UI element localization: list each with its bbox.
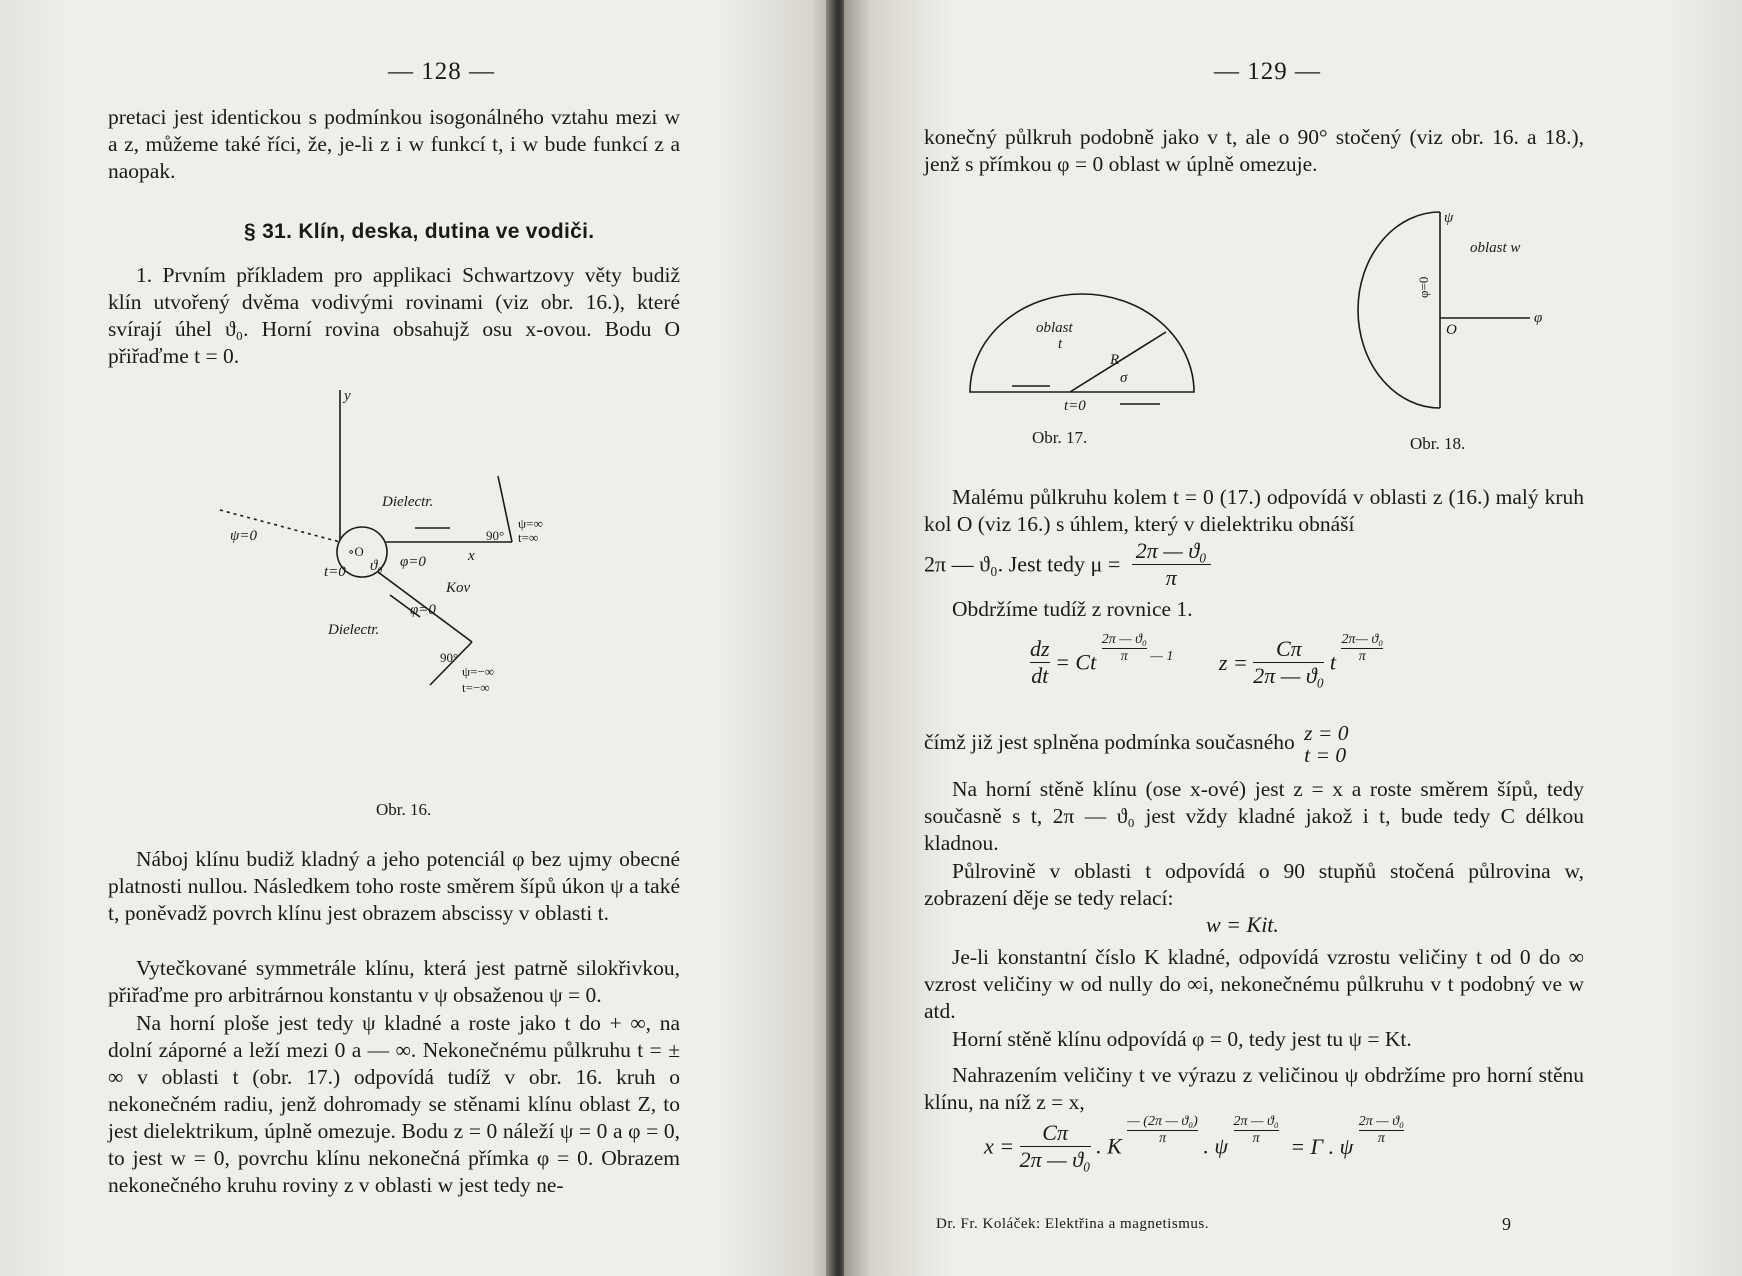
equation-1-exponent-2-den: π	[1358, 649, 1366, 664]
half-circle	[970, 294, 1194, 392]
half-circle-w	[1358, 212, 1440, 408]
figure-17	[960, 292, 1220, 412]
equation-w: w = Kit.	[1206, 912, 1279, 937]
label-R: R	[1110, 352, 1120, 368]
label-90-bottom: 90°	[440, 650, 459, 665]
label-phi0: φ=0	[1416, 276, 1431, 298]
condition-t: t = 0	[1304, 743, 1347, 767]
figure-17-caption: Obr. 17.	[1032, 428, 1088, 447]
label-theta0: ϑ₀	[370, 558, 383, 574]
label-phi0-diagonal: φ=0	[410, 602, 436, 618]
label-o: ∘O	[348, 544, 364, 559]
label-t-inf: t=∞	[518, 530, 539, 545]
paragraph-5	[924, 858, 1584, 912]
equation-1-exponent-2	[1341, 632, 1383, 665]
equation-2-num: Cπ	[1020, 1120, 1091, 1147]
equation-2-psi-exponent	[1234, 1114, 1279, 1147]
equation-2-fraction	[1020, 1120, 1091, 1173]
label-psi-minus-inf: ψ=−∞	[462, 664, 495, 679]
equation-1-fraction-num: Cπ	[1253, 636, 1324, 663]
condition-z: z = 0	[1304, 721, 1349, 745]
paragraph-6	[924, 944, 1584, 1025]
label-phi: φ	[1534, 310, 1543, 326]
equation-1-exponent-den: π	[1120, 649, 1128, 664]
condition-block	[1304, 722, 1348, 766]
paragraph-2-text: Náboj klínu budiž kladný a jeho potenciál φ bez ujmy obecné platnosti nullou. Následkem toho roste směrem šípů úkon ψ a také t, poněvadž povrch klínu jest obrazem abscissy v oblasti t.	[108, 847, 680, 925]
paragraph-5-text: Půlrovině v oblasti t odpovídá o 90 stupňů stočená půlrovina w, zobrazení děje se tedy relací:	[924, 859, 1584, 910]
figure-16-diagram	[230, 380, 600, 740]
label-t0: t=0	[1064, 398, 1086, 414]
figure-17-diagram	[960, 292, 1220, 412]
paragraph-intro-text: pretaci jest identickou s podmínkou isogonálného vztahu mezi w a z, můžeme také říci, že, je-li z i w funkcí t, i w bude funkcí z a naopak.	[108, 105, 680, 183]
equation-mu-fraction	[1132, 538, 1211, 591]
paragraph-top-text: konečný půlkruh podobně jako v t, ale o 90° stočený (viz obr. 16. a 18.), jenž s přímkou φ = 0 oblast w úplně omezuje.	[924, 125, 1584, 176]
equation-1-t: t	[1329, 649, 1336, 675]
label-90-top: 90°	[486, 528, 505, 543]
figure-18-caption: Obr. 18.	[1410, 434, 1466, 453]
equation-1-exponent-fraction	[1102, 632, 1147, 665]
equation-2-gamma-exponent	[1359, 1114, 1404, 1147]
equation-1-dzdt	[1030, 636, 1050, 689]
page-number-129: — 129 —	[1214, 58, 1321, 85]
equation-2-psi-exp-num: 2π — ϑ₀	[1233, 1114, 1279, 1129]
label-kov: Kov	[446, 580, 471, 596]
figure-16-caption: Obr. 16.	[376, 800, 432, 819]
paragraph-1-text: 1. Prvním příkladem pro applikaci Schwartzovy věty budiž klín utvořený dvěma vodivými rovinami (viz obr. 16.), které svírají úhel ϑ₀. Horní rovina obsahujž osu x-ovou. Bodu O přiřaďme t = 0.	[108, 263, 680, 368]
equation-2-K-exponent	[1127, 1114, 1197, 1147]
paragraph-4	[108, 1010, 680, 1199]
paragraph-4	[924, 776, 1584, 857]
paragraph-8	[924, 1062, 1584, 1116]
equation-1-ct: = Ct	[1055, 649, 1097, 675]
label-O: O	[1446, 322, 1457, 338]
label-psi-inf: ψ=∞	[518, 516, 543, 531]
equation-1-dz: dz	[1030, 636, 1050, 661]
equation-mu-numerator: 2π — ϑ₀	[1132, 538, 1211, 565]
paragraph-3	[108, 955, 680, 1009]
equation-1-fraction-den: 2π — ϑ₀	[1253, 663, 1325, 688]
equation-1-exponent-tail: — 1	[1150, 649, 1174, 664]
label-phi0-horizontal: φ=0	[400, 554, 426, 570]
figure-16	[230, 380, 600, 740]
equation-mu-denominator: π	[1165, 565, 1177, 590]
equation-2-gamma-exp-num: 2π — ϑ₀	[1358, 1114, 1404, 1129]
paragraph-7	[924, 1026, 1584, 1053]
label-oblast-w: oblast w	[1470, 240, 1521, 256]
equation-2	[984, 1114, 1404, 1190]
equation-2-K-exp-den: π	[1159, 1131, 1167, 1146]
equation-2-psi: . ψ	[1203, 1133, 1228, 1159]
equation-1-exponent-num: 2π — ϑ₀	[1101, 632, 1147, 647]
page-number-128: — 128 —	[388, 58, 495, 85]
label-t0: t=0	[324, 564, 346, 580]
paragraph-top	[924, 124, 1584, 178]
section-heading: § 31. Klín, deska, dutina ve vodiči.	[244, 220, 595, 243]
paragraph-1	[924, 484, 1584, 538]
right-page	[844, 0, 1742, 1276]
equation-1-exponent-2-num: 2π— ϑ₀	[1341, 632, 1384, 647]
equation-2-gamma: = Γ . ψ	[1290, 1133, 1354, 1159]
label-t: t	[1058, 336, 1063, 352]
equation-2-K: . K	[1096, 1133, 1122, 1159]
equation-1-dt: dt	[1031, 663, 1049, 688]
equation-1-z: z =	[1218, 649, 1248, 675]
equation-1	[1030, 632, 1384, 716]
label-dielectr-top: Dielectr.	[382, 494, 434, 510]
footer-signature-mark: 9	[1502, 1214, 1512, 1234]
paragraph-1	[108, 262, 680, 370]
equation-1-exponent	[1102, 632, 1174, 665]
paragraph-6-text: Je-li konstantní číslo K kladné, odpovídá vzrostu veličiny t od 0 do ∞ vzrost veličiny w od nully do ∞i, nekonečnému půlkruhu v t podobný ve w atd.	[924, 945, 1584, 1023]
equation-mu	[924, 538, 1211, 588]
left-page	[0, 0, 836, 1276]
paragraph-4-text: Na horní ploše jest tedy ψ kladné a roste jako t do + ∞, na dolní záporné a leží mezi 0 a — ∞. Nekonečnému půlkruhu t = ± ∞ v oblasti t (obr. 17.) odpovídá tudíž v obr. 16. kruh o nekonečném radiu, jenž dohromady se stěnami klínu oblast Z, to jest dielektrikum, úplně omezuje. Bodu z = 0 náleží ψ = 0 a φ = 0, to jest w = 0, povrchu klínu nekonečná přímka φ = 0. Obrazem nekonečného kruhu roviny z v oblasti w jest tedy ne-	[108, 1011, 680, 1197]
label-sigma: σ	[1120, 370, 1128, 386]
label-t-minus-inf: t=−∞	[462, 680, 490, 695]
paragraph-7-text: Horní stěně klínu odpovídá φ = 0, tedy jest tu ψ = Kt.	[952, 1027, 1412, 1051]
paragraph-2-text: Obdržíme tudíž z rovnice 1.	[952, 597, 1193, 621]
label-dielectr-bottom: Dielectr.	[328, 622, 380, 638]
footer-author-title: Dr. Fr. Koláček: Elektřina a magnetismus.	[936, 1216, 1209, 1232]
paragraph-4-text: Na horní stěně klínu (ose x-ové) jest z = x a roste směrem šípů, tedy současně s t, 2π — ϑ₀ jest vždy kladné jakož i t, bude tedy C délkou kladnou.	[924, 777, 1584, 855]
figure-18	[1344, 208, 1584, 428]
label-x: x	[468, 548, 475, 564]
paragraph-intro	[108, 104, 680, 185]
label-psi0: ψ=0	[230, 528, 257, 544]
paragraph-1-text: Malému půlkruhu kolem t = 0 (17.) odpovídá v oblasti z (16.) malý kruh kol O (viz 16.) s úhlem, který v dielektriku obnáší	[924, 485, 1584, 536]
paragraph-3	[924, 722, 1584, 766]
equation-2-K-exp-num: — (2π — ϑ₀)	[1127, 1114, 1198, 1129]
paragraph-2	[108, 846, 680, 927]
equation-2-x: x =	[984, 1133, 1015, 1159]
paragraph-3-text: čímž již jest splněna podmínka současného	[924, 729, 1295, 754]
equation-2-gamma-exp-den: π	[1377, 1131, 1385, 1146]
equation-2-psi-exp-den: π	[1252, 1131, 1260, 1146]
paragraph-8-text: Nahrazením veličiny t ve výrazu z veličinou ψ obdržíme pro horní stěnu klínu, na níž z = x,	[924, 1063, 1584, 1114]
paragraph-2	[924, 596, 1584, 623]
equation-mu-prefix: 2π — ϑ₀. Jest tedy μ =	[924, 551, 1121, 577]
label-oblast: oblast	[1036, 320, 1073, 336]
equation-1-fraction	[1253, 636, 1324, 689]
figure-18-diagram	[1344, 208, 1584, 428]
label-y: y	[344, 388, 351, 404]
label-psi: ψ	[1444, 210, 1454, 226]
equation-2-den: 2π — ϑ₀	[1019, 1147, 1091, 1172]
paragraph-3-text: Vytečkované symmetrále klínu, která jest patrně silokřivkou, přiřaďme pro arbitrárnou konstantu v ψ obsaženou ψ = 0.	[108, 956, 680, 1007]
